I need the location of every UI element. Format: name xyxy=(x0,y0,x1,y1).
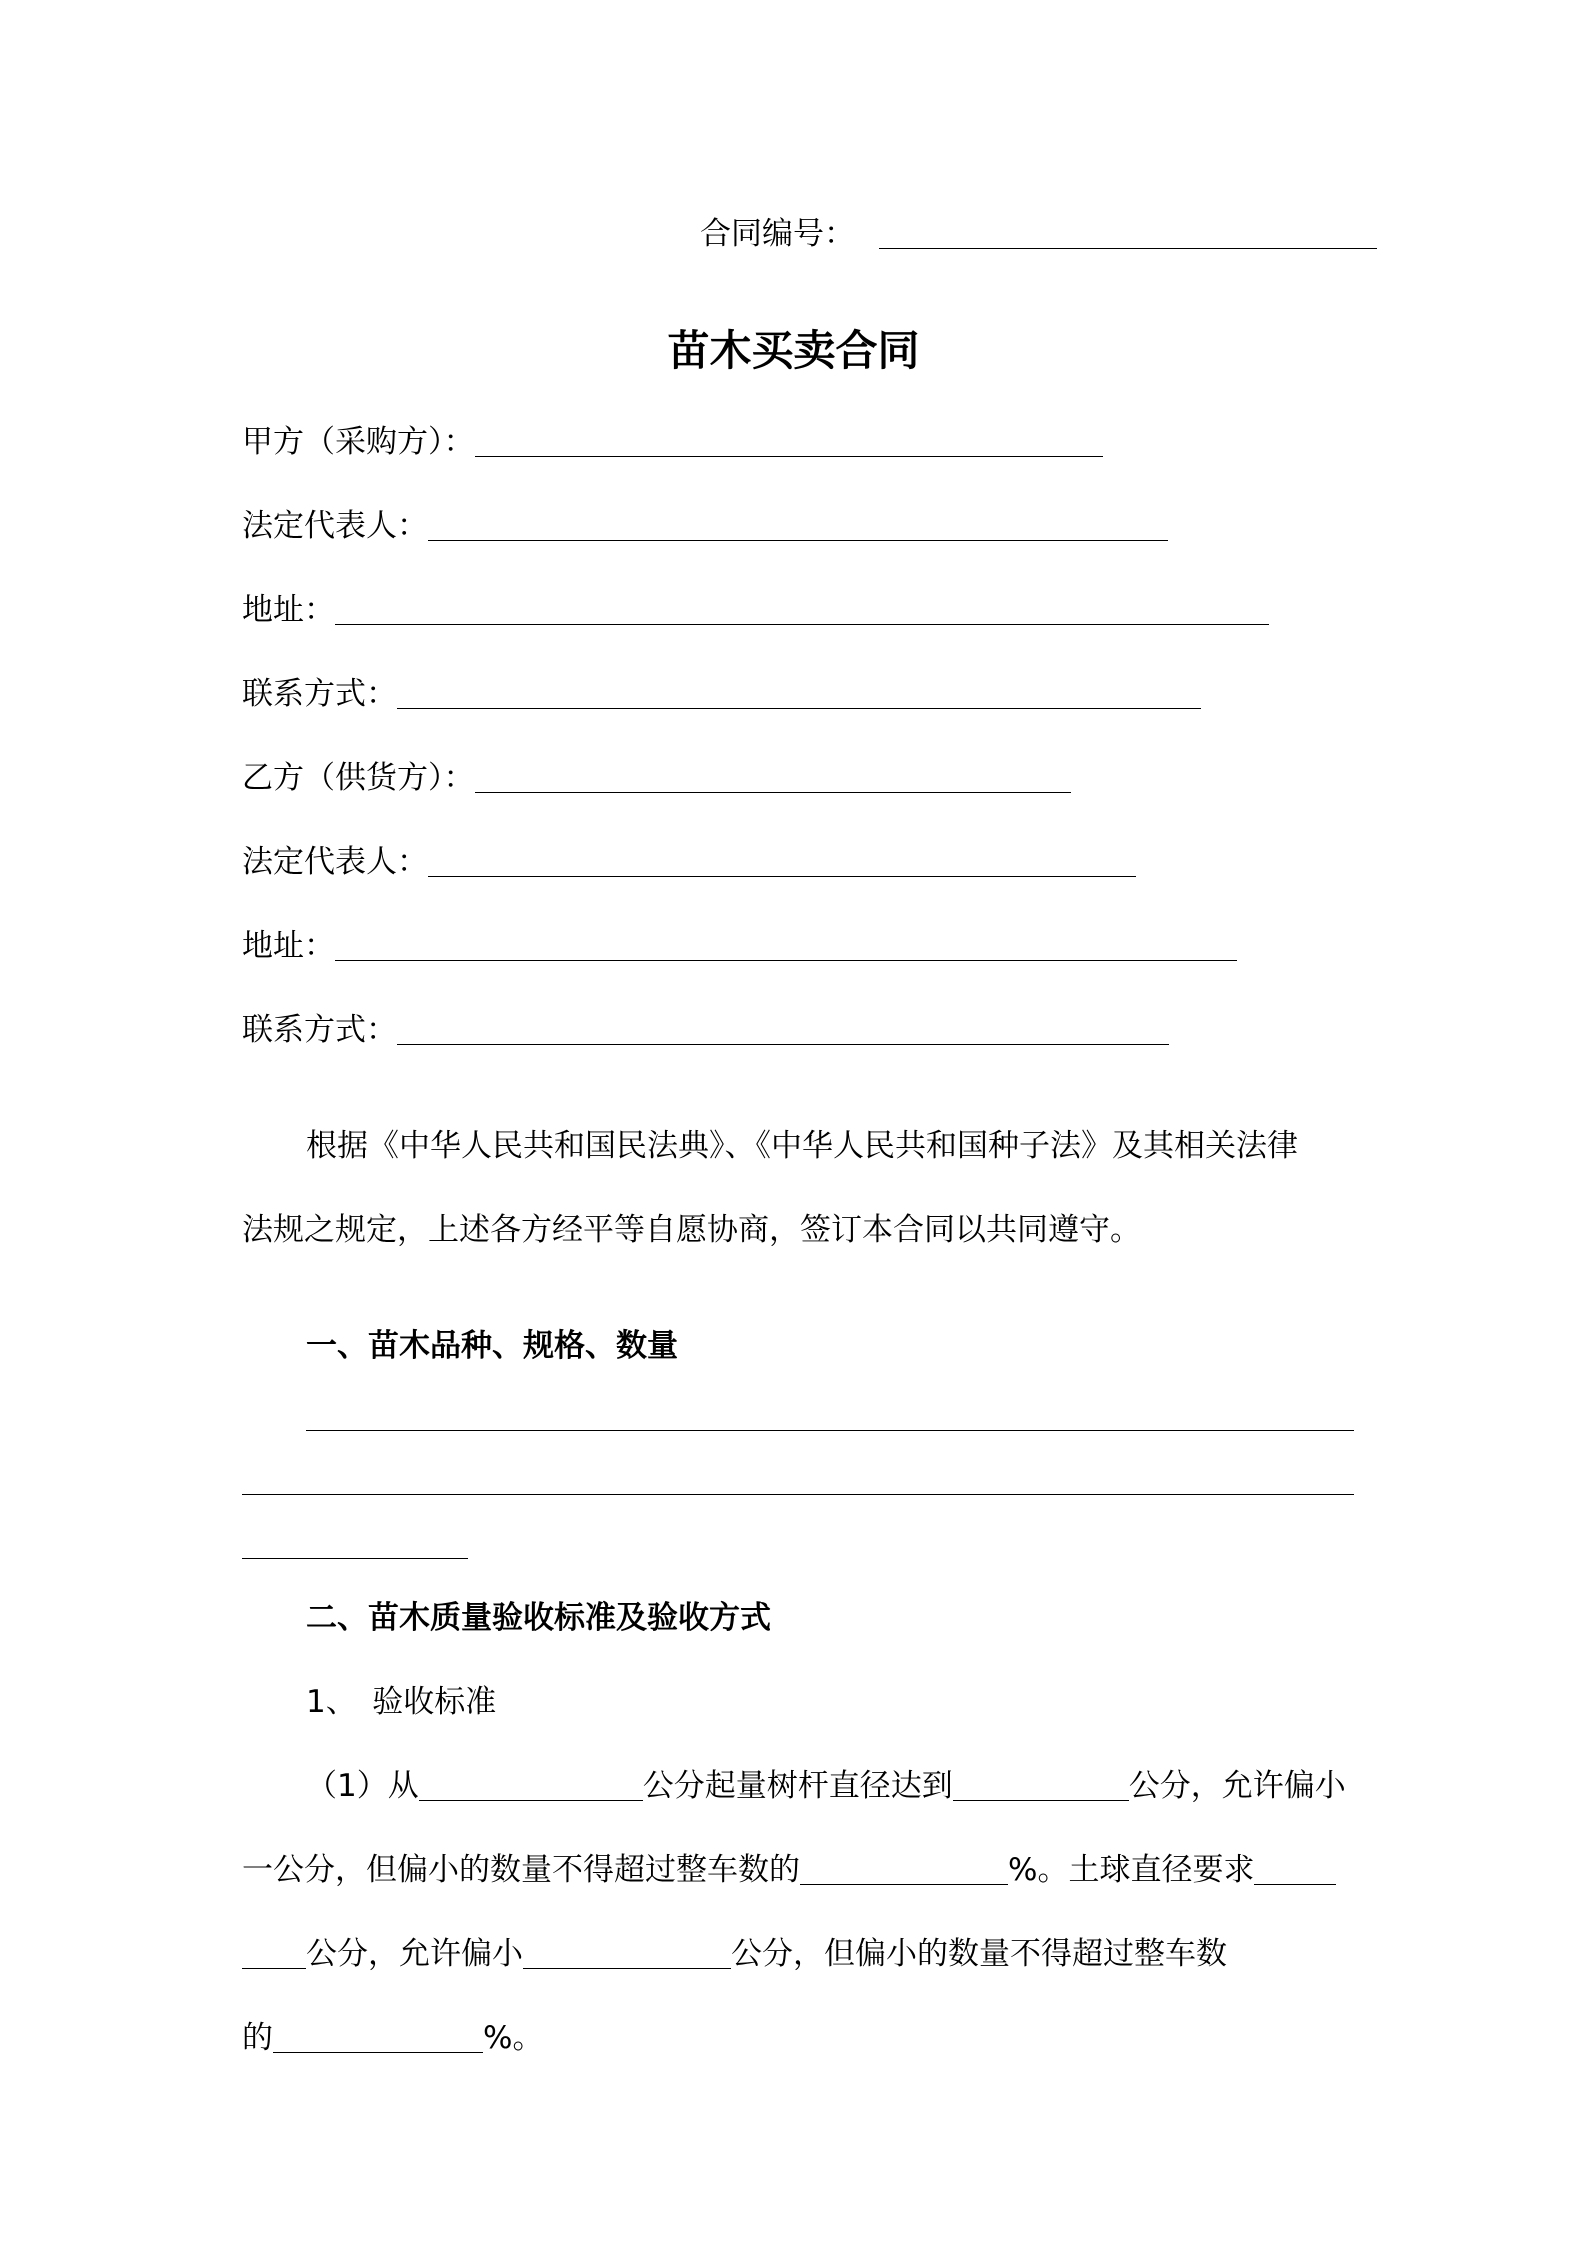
party-b-contact-label: 联系方式： xyxy=(242,1012,397,1048)
party-a-label: 甲方（采购方）： xyxy=(242,424,475,460)
party-a-rep-label: 法定代表人： xyxy=(242,508,428,544)
party-b-rep-label: 法定代表人： xyxy=(242,844,428,880)
undersize-percent-blank[interactable] xyxy=(800,1854,1008,1885)
party-a-address-label: 地址： xyxy=(242,592,335,628)
party-b-address-blank[interactable] xyxy=(335,930,1237,961)
preamble-line-2: 法规之规定，上述各方经平等自愿协商，签订本合同以共同遵守。 xyxy=(242,1212,1141,1248)
party-a-rep-blank[interactable] xyxy=(428,510,1168,541)
acceptance-standard-item: 1、 验收标准 xyxy=(306,1684,497,1720)
clause-text: 一公分，但偏小的数量不得超过整车数的 xyxy=(242,1852,800,1888)
clause-text: 公分，允许偏小 xyxy=(1128,1768,1346,1804)
section-1-blank-line-2[interactable] xyxy=(242,1494,1354,1495)
clause-text: 公分起量树杆直径达到 xyxy=(642,1768,953,1804)
party-b-contact-blank[interactable] xyxy=(397,1014,1169,1045)
section-1-blank-line-3[interactable] xyxy=(242,1558,468,1559)
min-diameter-blank[interactable] xyxy=(419,1770,643,1801)
max-diameter-blank[interactable] xyxy=(953,1770,1129,1801)
party-a-contact-label: 联系方式： xyxy=(242,676,397,712)
section-1-blank-line-1[interactable] xyxy=(306,1430,1354,1431)
party-b-rep-row xyxy=(242,842,1136,882)
party-b-blank[interactable] xyxy=(475,762,1071,793)
section-1-heading: 一、苗木品种、规格、数量 xyxy=(306,1328,678,1364)
clause-line-4 xyxy=(242,2018,543,2058)
party-b-address-label: 地址： xyxy=(242,928,335,964)
clause-text: 的 xyxy=(242,2020,273,2056)
clause-text: %。 xyxy=(483,2020,544,2056)
party-a-address-row xyxy=(242,590,1269,630)
clause-text: （1）从 xyxy=(306,1768,419,1804)
party-a-row xyxy=(242,422,1103,462)
soil-ball-tolerance-blank[interactable] xyxy=(523,1938,731,1969)
soil-ball-diameter-blank[interactable] xyxy=(1254,1854,1336,1885)
contract-number-label: 合同编号： xyxy=(700,216,855,252)
party-b-address-row xyxy=(242,926,1237,966)
clause-line-1 xyxy=(306,1766,1346,1806)
clause-text: 公分，但偏小的数量不得超过整车数 xyxy=(731,1936,1227,1972)
party-b-rep-blank[interactable] xyxy=(428,846,1136,877)
clause-line-3 xyxy=(242,1934,1227,1974)
party-a-contact-row xyxy=(242,674,1201,714)
document-title: 苗木买卖合同 xyxy=(667,326,920,375)
preamble-line-1: 根据《中华人民共和国民法典》、《中华人民共和国种子法》及其相关法律 xyxy=(306,1128,1298,1164)
contract-number-blank[interactable] xyxy=(879,218,1377,249)
clause-text: %。土球直径要求 xyxy=(1008,1852,1255,1888)
contract-number-row xyxy=(700,214,1377,254)
party-a-blank[interactable] xyxy=(475,426,1103,457)
party-b-contact-row xyxy=(242,1010,1169,1050)
party-b-row xyxy=(242,758,1071,798)
clause-line-2 xyxy=(242,1850,1336,1890)
party-a-address-blank[interactable] xyxy=(335,594,1269,625)
party-a-contact-blank[interactable] xyxy=(397,678,1201,709)
section-2-heading: 二、苗木质量验收标准及验收方式 xyxy=(306,1600,771,1636)
clause-text: 公分，允许偏小 xyxy=(306,1936,523,1972)
soil-ball-diameter-blank-cont[interactable] xyxy=(242,1938,306,1969)
party-b-label: 乙方（供货方）： xyxy=(242,760,475,796)
party-a-rep-row xyxy=(242,506,1168,546)
soil-ball-percent-blank[interactable] xyxy=(273,2022,483,2053)
